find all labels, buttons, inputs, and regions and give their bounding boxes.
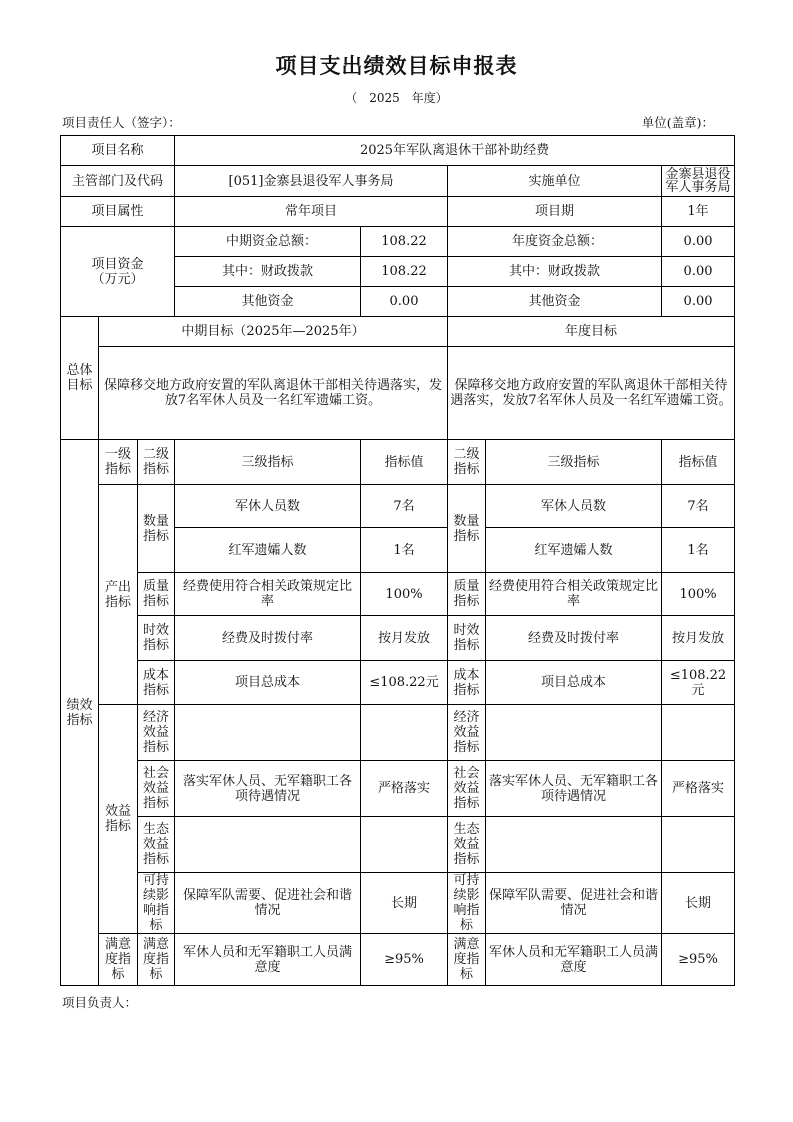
satisfaction-sub-label-year: 满意度指标 <box>448 934 486 986</box>
timeliness-indicator-label: 时效指标 <box>138 616 175 661</box>
sustainable-value: 长期 <box>361 873 448 934</box>
row-quantity-1 <box>61 485 735 528</box>
widow-count-value-year: 1名 <box>662 528 735 573</box>
veteran-count-name: 军休人员数 <box>175 485 361 528</box>
row-goals-text <box>61 347 735 440</box>
social-name: 落实军休人员、无军籍职工各项待遇情况 <box>175 761 361 817</box>
widow-count-name: 红军遗孀人数 <box>175 528 361 573</box>
year-other-value: 0.00 <box>662 287 735 317</box>
quantity-indicator-label: 数量指标 <box>138 485 175 573</box>
timeliness-value: 按月发放 <box>361 616 448 661</box>
row-timeliness <box>61 616 735 661</box>
mid-total-label: 中期资金总额： <box>175 227 361 257</box>
row-ecological <box>61 817 735 873</box>
row-cost <box>61 661 735 705</box>
department-value: [051]金寨县退役军人事务局 <box>175 166 448 197</box>
ecological-indicator-label-year: 生态效益指标 <box>448 817 486 873</box>
quality-indicator-label-year: 质量指标 <box>448 573 486 616</box>
performance-target-table <box>60 135 735 986</box>
mid-other-label: 其他资金 <box>175 287 361 317</box>
year-other-label: 其他资金 <box>448 287 662 317</box>
row-indicator-header <box>61 440 735 485</box>
mid-fiscal-value: 108.22 <box>361 257 448 287</box>
level3-header-year: 三级指标 <box>486 440 662 485</box>
level2-header-year: 二级指标 <box>448 440 486 485</box>
social-name-year: 落实军休人员、无军籍职工各项待遇情况 <box>486 761 662 817</box>
ecological-name-empty <box>175 817 361 873</box>
row-satisfaction <box>61 934 735 986</box>
year-goal-header: 年度目标 <box>448 317 735 347</box>
quality-value: 100% <box>361 573 448 616</box>
level3-header: 三级指标 <box>175 440 361 485</box>
output-indicator-label: 产出指标 <box>99 485 138 705</box>
implementing-unit-label: 实施单位 <box>448 166 662 197</box>
year-fiscal-label: 其中：财政拨款 <box>448 257 662 287</box>
quality-indicator-label: 质量指标 <box>138 573 175 616</box>
benefit-indicator-label: 效益指标 <box>99 705 138 934</box>
cost-value-year: ≤108.22元 <box>662 661 735 705</box>
row-department <box>61 166 735 197</box>
timeliness-value-year: 按月发放 <box>662 616 735 661</box>
cost-value: ≤108.22元 <box>361 661 448 705</box>
project-funds-label: 项目资金（万元） <box>61 227 175 317</box>
row-funds-total <box>61 227 735 257</box>
economic-value-empty-year <box>662 705 735 761</box>
unit-seal-label: 单位(盖章)： <box>641 115 714 130</box>
timeliness-indicator-label-year: 时效指标 <box>448 616 486 661</box>
value-header-year: 指标值 <box>662 440 735 485</box>
project-attribute-value: 常年项目 <box>175 197 448 227</box>
sustainable-name-year: 保障军队需要、促进社会和谐情况 <box>486 873 662 934</box>
ecological-indicator-label: 生态效益指标 <box>138 817 175 873</box>
quality-name-year: 经费使用符合相关政策规定比率 <box>486 573 662 616</box>
performance-indicator-label: 绩效指标 <box>61 440 99 986</box>
row-project-name <box>61 136 735 166</box>
year-fiscal-value: 0.00 <box>662 257 735 287</box>
row-economic <box>61 705 735 761</box>
economic-name-empty <box>175 705 361 761</box>
ecological-value-empty <box>361 817 448 873</box>
sustainable-value-year: 长期 <box>662 873 735 934</box>
row-sustainable <box>61 873 735 934</box>
widow-count-name-year: 红军遗孀人数 <box>486 528 662 573</box>
mid-goal-text: 保障移交地方政府安置的军队离退休干部相关待遇落实，发放7名军休人员及一名红军遗孀工资。 <box>99 347 448 440</box>
veteran-count-value: 7名 <box>361 485 448 528</box>
row-attribute <box>61 197 735 227</box>
veteran-count-name-year: 军休人员数 <box>486 485 662 528</box>
ecological-name-empty-year <box>486 817 662 873</box>
social-value-year: 严格落实 <box>662 761 735 817</box>
row-quality <box>61 573 735 616</box>
cost-indicator-label: 成本指标 <box>138 661 175 705</box>
project-period-label: 项目期 <box>448 197 662 227</box>
project-period-value: 1年 <box>662 197 735 227</box>
project-attribute-label: 项目属性 <box>61 197 175 227</box>
year-line: （ 2025 年度） <box>345 91 448 105</box>
quality-name: 经费使用符合相关政策规定比率 <box>175 573 361 616</box>
mid-other-value: 0.00 <box>361 287 448 317</box>
satisfaction-indicator-label: 满意度指标 <box>99 934 138 986</box>
implementing-unit-value: 金寨县退役军人事务局 <box>662 166 735 197</box>
project-name-label: 项目名称 <box>61 136 175 166</box>
satisfaction-value: ≥95% <box>361 934 448 986</box>
social-indicator-label-year: 社会效益指标 <box>448 761 486 817</box>
sustainable-name: 保障军队需要、促进社会和谐情况 <box>175 873 361 934</box>
widow-count-value: 1名 <box>361 528 448 573</box>
mid-total-value: 108.22 <box>361 227 448 257</box>
economic-name-empty-year <box>486 705 662 761</box>
veteran-count-value-year: 7名 <box>662 485 735 528</box>
department-label: 主管部门及代码 <box>61 166 175 197</box>
economic-indicator-label: 经济效益指标 <box>138 705 175 761</box>
year-total-label: 年度资金总额： <box>448 227 662 257</box>
quantity-indicator-label-year: 数量指标 <box>448 485 486 573</box>
value-header: 指标值 <box>361 440 448 485</box>
economic-indicator-label-year: 经济效益指标 <box>448 705 486 761</box>
mid-fiscal-label: 其中：财政拨款 <box>175 257 361 287</box>
cost-name-year: 项目总成本 <box>486 661 662 705</box>
satisfaction-name-year: 军休人员和无军籍职工人员满意度 <box>486 934 662 986</box>
project-name-value: 2025年军队离退休干部补助经费 <box>175 136 735 166</box>
social-value: 严格落实 <box>361 761 448 817</box>
row-goals-header <box>61 317 735 347</box>
timeliness-name-year: 经费及时拨付率 <box>486 616 662 661</box>
level1-header: 一级指标 <box>99 440 138 485</box>
quality-value-year: 100% <box>662 573 735 616</box>
satisfaction-sub-label: 满意度指标 <box>138 934 175 986</box>
year-total-value: 0.00 <box>662 227 735 257</box>
ecological-value-empty-year <box>662 817 735 873</box>
satisfaction-value-year: ≥95% <box>662 934 735 986</box>
cost-indicator-label-year: 成本指标 <box>448 661 486 705</box>
sustainable-indicator-label: 可持续影响指标 <box>138 873 175 934</box>
timeliness-name: 经费及时拨付率 <box>175 616 361 661</box>
project-leader-label: 项目负责人： <box>62 995 138 1010</box>
row-social <box>61 761 735 817</box>
year-goal-text: 保障移交地方政府安置的军队离退休干部相关待遇落实，发放7名军休人员及一名红军遗孀工资。 <box>448 347 735 440</box>
sustainable-indicator-label-year: 可持续影响指标 <box>448 873 486 934</box>
page-title: 项目支出绩效目标申报表 <box>275 53 518 78</box>
level2-header: 二级指标 <box>138 440 175 485</box>
mid-goal-header: 中期目标（2025年—2025年） <box>99 317 448 347</box>
responsible-person-label: 项目责任人（签字）： <box>62 115 181 130</box>
overall-goal-label: 总体目标 <box>61 317 99 440</box>
satisfaction-name: 军休人员和无军籍职工人员满意度 <box>175 934 361 986</box>
economic-value-empty <box>361 705 448 761</box>
social-indicator-label: 社会效益指标 <box>138 761 175 817</box>
cost-name: 项目总成本 <box>175 661 361 705</box>
